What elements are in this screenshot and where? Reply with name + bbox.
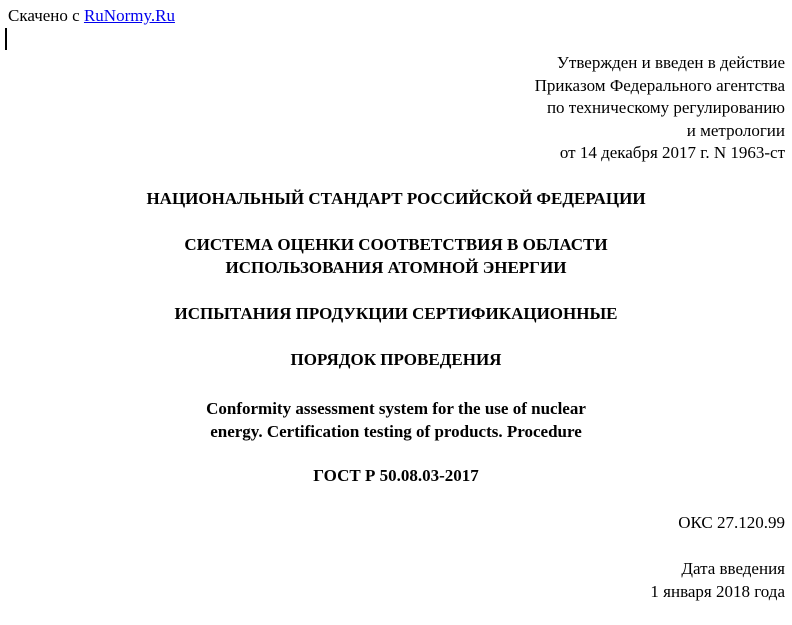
standard-designation: ГОСТ Р 50.08.03-2017 <box>313 466 479 485</box>
source-link[interactable]: RuNormy.Ru <box>83 6 175 25</box>
oks-code: ОКС 27.120.99 <box>678 513 785 532</box>
system-heading-line: СИСТЕМА ОЦЕНКИ СООТВЕТСТВИЯ В ОБЛАСТИ <box>184 235 608 254</box>
english-title <box>0 397 792 443</box>
source-prefix: Скачено с <box>8 6 80 25</box>
effective-date-value: 1 января 2018 года <box>650 582 785 601</box>
text-cursor <box>5 28 7 50</box>
approval-line: от 14 декабря 2017 г. N 1963-ст <box>559 143 785 163</box>
approval-line: Приказом Федерального агентства <box>534 75 785 95</box>
procedure-heading: ПОРЯДОК ПРОВЕДЕНИЯ <box>290 350 502 369</box>
english-title-line: Conformity assessment system for the use of nuclear <box>206 399 586 418</box>
approval-block <box>535 52 785 165</box>
approval-line: Утвержден и введен в действие <box>556 53 785 72</box>
subject-heading: ИСПЫТАНИЯ ПРОДУКЦИИ СЕРТИФИКАЦИОННЫЕ <box>174 304 618 323</box>
source-note <box>8 6 175 26</box>
system-heading-line: ИСПОЛЬЗОВАНИЯ АТОМНОЙ ЭНЕРГИИ <box>225 258 567 277</box>
approval-line: по техническому регулированию <box>546 98 785 118</box>
standard-type-heading: НАЦИОНАЛЬНЫЙ СТАНДАРТ РОССИЙСКОЙ ФЕДЕРАЦИИ <box>146 189 646 208</box>
approval-line: и метрологии <box>686 120 785 140</box>
effective-date-block <box>650 557 785 603</box>
system-heading <box>0 233 792 279</box>
effective-date-label: Дата введения <box>681 559 785 578</box>
english-title-line: energy. Certification testing of products. Procedure <box>210 422 582 441</box>
